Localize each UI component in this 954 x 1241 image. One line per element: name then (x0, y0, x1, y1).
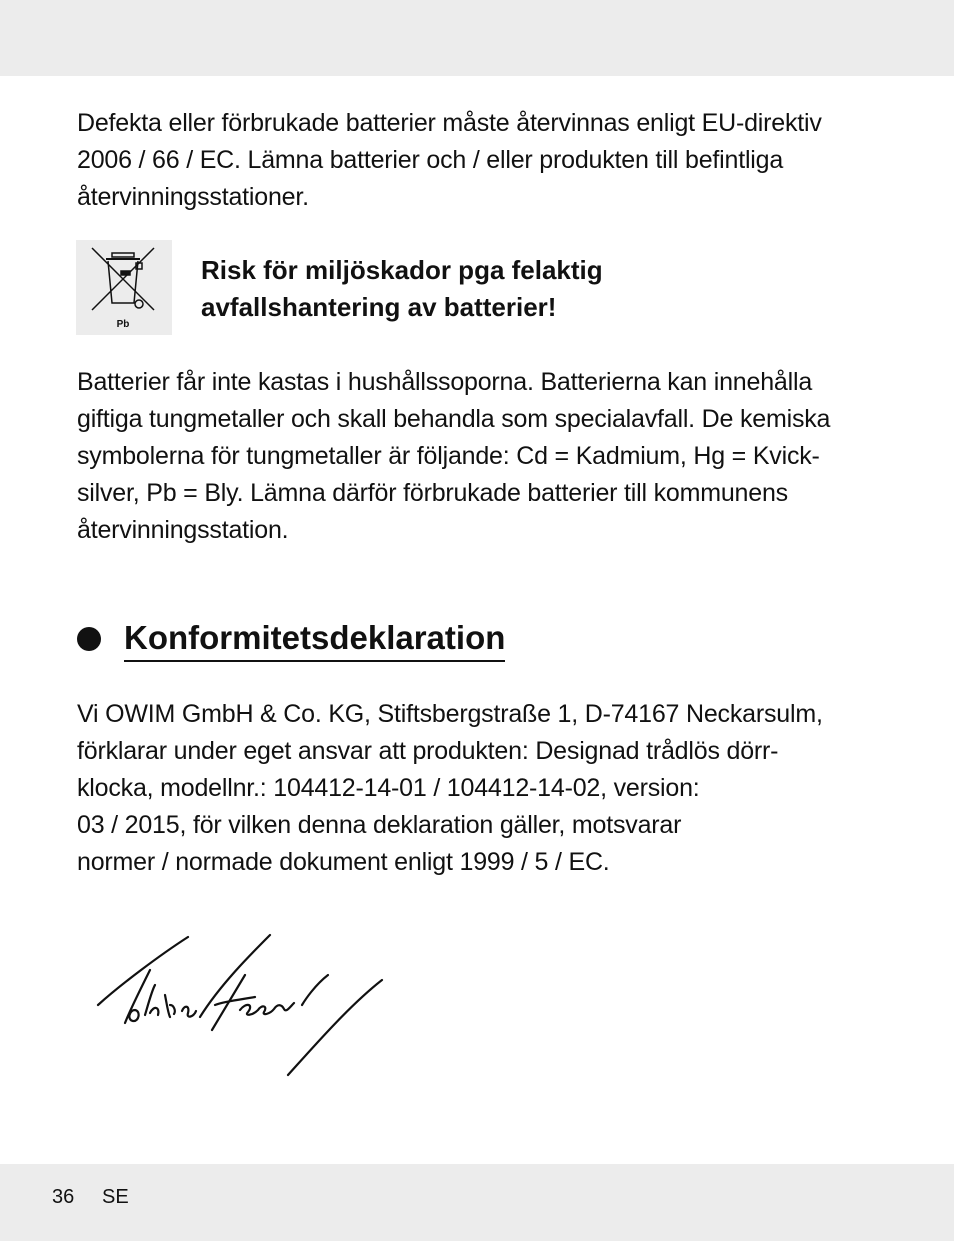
text-line: 2006 / 66 / EC. Lämna batterier och / eller produkten till befintliga (77, 146, 784, 174)
text-line: återvinningsstationer. (77, 183, 309, 211)
intro-paragraph (77, 105, 822, 216)
header-band (0, 0, 954, 76)
warning-heading (201, 252, 603, 326)
text-line: 03 / 2015, för vilken denna deklaration gäller, motsvarar (77, 811, 682, 839)
text-line: symbolerna för tungmetaller är följande: Cd = Kadmium, Hg = Kvick- (77, 442, 820, 470)
text-line: Risk för miljöskador pga felaktig (201, 255, 603, 285)
declaration-paragraph (77, 696, 823, 881)
text-line: återvinningsstation. (77, 516, 289, 544)
text-line: normer / normade dokument enligt 1999 / 5 / EC. (77, 848, 610, 876)
battery-paragraph (77, 364, 830, 549)
crossed-out-bin-icon (76, 240, 172, 335)
signature (90, 925, 400, 1085)
text-line: avfallshantering av batterier! (201, 292, 557, 322)
text-line: silver, Pb = Bly. Lämna därför förbrukade batterier till kommunens (77, 479, 788, 507)
text-line: Vi OWIM GmbH & Co. KG, Stiftsbergstraße 1, D-74167 Neckarsulm, (77, 700, 823, 728)
page-number: 36 (52, 1186, 75, 1208)
pb-label: Pb (116, 319, 130, 330)
text-line: Batterier får inte kastas i hushållssoporna. Batterierna kan innehålla (77, 368, 813, 396)
language-code: SE (102, 1186, 129, 1208)
text-line: giftiga tungmetaller och skall behandla som specialavfall. De kemiska (77, 405, 831, 433)
section-heading: Konformitetsdeklaration (124, 616, 505, 662)
section-bullet-icon (77, 627, 101, 651)
footer-band (0, 1164, 954, 1241)
text-line: förklarar under eget ansvar att produkten: Designad trådlös dörr- (77, 737, 779, 765)
text-line: Defekta eller förbrukade batterier måste återvinnas enligt EU-direktiv (77, 109, 822, 137)
text-line: klocka, modellnr.: 104412-14-01 / 104412-14-02, version: (77, 774, 700, 802)
